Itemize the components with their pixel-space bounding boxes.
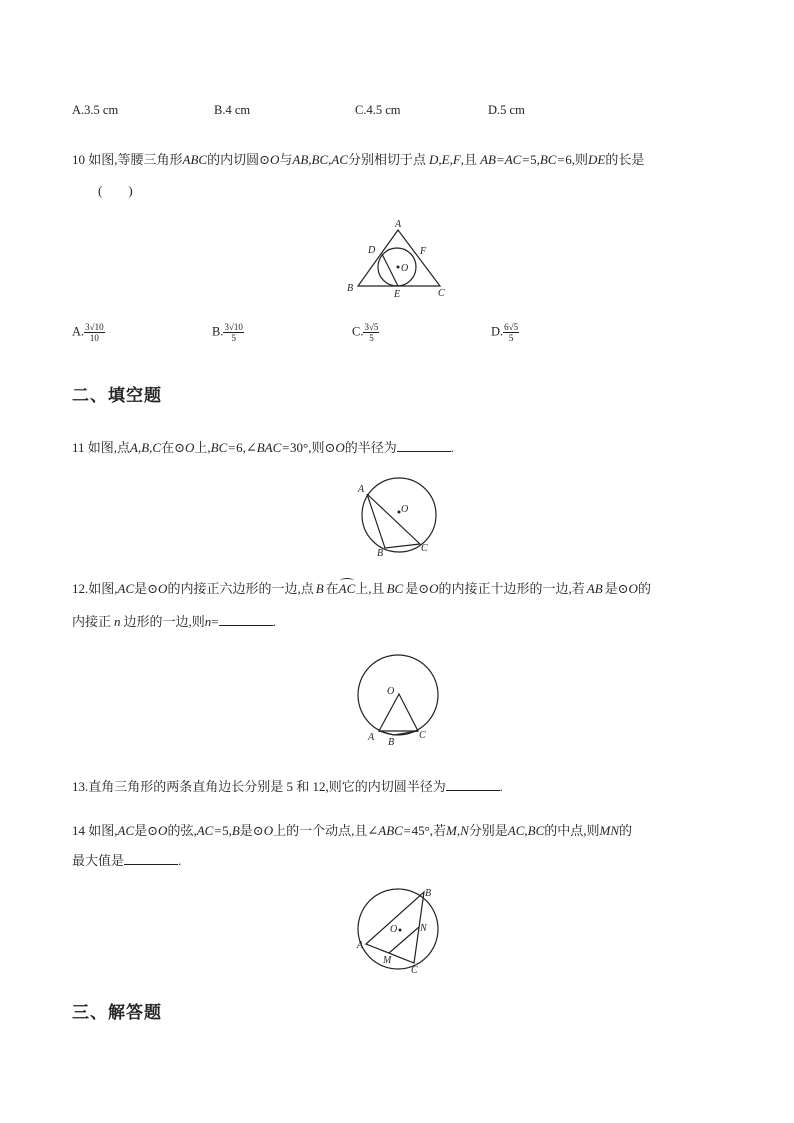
q14-mn: M,N: [446, 823, 469, 838]
q14-label-m: M: [383, 955, 392, 966]
q12-eq: =: [211, 614, 219, 629]
q10-points: D,E,F: [429, 152, 461, 167]
q14-text-4: 是⊙: [239, 823, 264, 838]
q14-text-3: 的弦,: [167, 823, 197, 838]
q11-label-b: B: [377, 548, 384, 559]
q11-points: A,B,C: [130, 440, 162, 455]
q14-stem-line-1: [72, 820, 632, 839]
q10-triangle-shape: [358, 230, 440, 286]
q14-text-8: 的: [619, 823, 633, 838]
q11-figure: [352, 472, 444, 560]
q14-ac-eq: AC=: [196, 823, 223, 838]
q10-label-o: O: [401, 263, 409, 274]
q10-de: DE: [588, 152, 606, 167]
q12-text-11: 边形的一边,则: [123, 614, 205, 629]
q14-number: 14: [72, 823, 85, 838]
q10-option-c-letter: C.: [352, 324, 364, 339]
q11-stem: [72, 437, 454, 456]
q14-val-1: 5,: [222, 823, 232, 838]
q11-triangle-shape: [367, 494, 420, 548]
q10-circle-o: O: [269, 152, 280, 167]
q14-text-6: 分别是: [468, 823, 508, 838]
q10-option-d: [491, 322, 519, 343]
q12-n-2: n: [204, 614, 212, 629]
q14-answer-blank[interactable]: [124, 853, 178, 865]
q11-bc: BC=: [210, 440, 237, 455]
q10-eq-1: AB=AC=: [480, 152, 531, 167]
q11-val-1: 6,: [236, 440, 246, 455]
q12-label-o: O: [387, 686, 395, 697]
q11-circle-o-2: O: [335, 440, 345, 455]
q11-text-4: 的半径为: [344, 440, 397, 455]
q14-text-7: 的中点,则: [544, 823, 600, 838]
q14-text-1: 如图,: [88, 823, 118, 838]
q10-label-c: C: [438, 288, 445, 299]
q13-end: .: [499, 779, 504, 794]
q12-end: .: [272, 614, 276, 629]
q12-circle-o-3: O: [628, 581, 638, 596]
q12-answer-blank[interactable]: [219, 614, 273, 626]
q14-mn-2: MN: [599, 823, 620, 838]
q10-label-f: F: [420, 246, 427, 257]
q11-circle-o: O: [185, 440, 195, 455]
q13-answer-blank[interactable]: [446, 779, 500, 791]
q14-label-o: O: [390, 924, 398, 935]
q11-label-a: A: [358, 484, 365, 495]
q10-text-2: 的内切圆⊙: [207, 152, 270, 167]
q14-circle-o: O: [158, 823, 168, 838]
q13-stem: [72, 776, 503, 795]
q9-option-d: D.5 cm: [488, 103, 525, 117]
q10-answer-paren: ( ): [98, 183, 133, 198]
q14-val-2: 45°,若: [411, 823, 447, 838]
q10-triangle: ABC: [182, 152, 208, 167]
q14-text-2: 是⊙: [134, 823, 159, 838]
q11-val-2: 30°,则⊙: [290, 440, 336, 455]
q12-label-b: B: [388, 737, 395, 748]
q10-option-a-den: 10: [89, 333, 99, 343]
q14-text-5: 上的一个动点,且: [273, 823, 368, 838]
q10-option-d-den: 5: [508, 333, 514, 343]
q14-point-b: B: [231, 823, 240, 838]
q11-angle: ∠BAC=: [245, 440, 291, 455]
q10-option-a-fraction: [84, 322, 104, 343]
q10-number: 10: [72, 152, 85, 167]
q10-option-d-letter: D.: [491, 324, 504, 339]
q12-stem-line-2: [72, 611, 276, 630]
q14-figure: [352, 884, 448, 976]
q10-option-a-letter: A.: [72, 324, 85, 339]
q12-text-7: 的内接正十边形的一边,若: [438, 581, 585, 596]
q10-val-2: 6,则: [565, 152, 589, 167]
q10-option-d-fraction: [503, 322, 519, 343]
q12-ac: AC: [117, 581, 135, 596]
q12-stem-line-1: [72, 578, 651, 597]
q9-option-a: A.3.5 cm: [72, 103, 119, 117]
q9-option-c: C.4.5 cm: [355, 103, 401, 117]
q12-text-8: 是⊙: [604, 581, 629, 596]
q14-text-9: 最大值是: [72, 853, 125, 868]
q12-ab: AB: [586, 581, 603, 596]
q10-eq-2: BC=: [539, 152, 566, 167]
q12-bc: BC: [386, 581, 404, 596]
q12-circle-o-2: O: [429, 581, 439, 596]
q12-triangle-oac: [379, 694, 418, 731]
q12-circle-o: O: [158, 581, 168, 596]
q10-stem: [72, 149, 644, 168]
q10-option-a-num: 3√10: [85, 322, 104, 332]
q10-option-c: [352, 322, 379, 343]
q12-text-9: 的: [637, 581, 651, 596]
q10-option-c-num: 3√5: [364, 322, 379, 332]
q10-option-c-den: 5: [369, 333, 374, 343]
q10-text-4: 分别相切于点: [348, 152, 427, 167]
q14-label-c: C: [411, 965, 418, 976]
q12-label-c: C: [419, 730, 426, 741]
q14-center-dot: [399, 929, 402, 932]
q11-circle: [362, 478, 436, 552]
q10-label-d: D: [368, 245, 376, 256]
q13-text: 13.直角三角形的两条直角边长分别是 5 和 12,则它的内切圆半径为: [72, 779, 446, 794]
q10-val-1: 5,: [530, 152, 540, 167]
q14-ac-bc: AC,BC: [507, 823, 545, 838]
q11-text-1: 如图,点: [87, 440, 131, 455]
q12-text-10: 内接正: [72, 614, 112, 629]
q10-label-b: B: [347, 283, 354, 294]
q12-text-2: 是⊙: [134, 581, 159, 596]
q14-stem-line-2: [72, 850, 181, 869]
q11-number: 11: [72, 440, 85, 455]
q10-text-6: 的长是: [605, 152, 645, 167]
q11-text-3: 上,: [194, 440, 211, 455]
q11-answer-blank[interactable]: [397, 440, 451, 452]
q12-text-5: 上,且: [355, 581, 385, 596]
q12-text-4: 在: [325, 581, 339, 596]
q10-label-e: E: [394, 289, 401, 300]
q10-text-5: ,且: [460, 152, 478, 167]
q11-end: .: [450, 440, 455, 455]
q9-option-b: B.4 cm: [214, 103, 251, 117]
q12-text-1: 12.如图,: [72, 581, 118, 596]
q12-arc-ac: AC: [338, 581, 356, 596]
q12-text-6: 是⊙: [405, 581, 430, 596]
q10-text-3: 与: [279, 152, 293, 167]
q10-sides: AB,BC,AC: [292, 152, 348, 167]
q11-label-o: O: [401, 504, 409, 515]
q10-option-b: [212, 322, 244, 343]
q12-figure: [350, 650, 446, 748]
q14-ac: AC: [117, 823, 135, 838]
q10-option-b-letter: B.: [212, 324, 224, 339]
q10-option-d-num: 6√5: [504, 322, 519, 332]
q10-option-b-den: 5: [231, 333, 236, 343]
q14-label-b: B: [425, 888, 432, 899]
q14-label-n: N: [420, 923, 427, 934]
q11-text-2: 在⊙: [161, 440, 186, 455]
q14-angle: ∠ABC=: [367, 823, 412, 838]
q10-text-1: 如图,等腰三角形: [88, 152, 183, 167]
q12-n: n: [114, 614, 121, 629]
q14-circle-o-2: O: [263, 823, 274, 838]
q12-text-3: 的内接正六边形的一边,点: [167, 581, 314, 596]
q14-label-a: A: [357, 940, 364, 951]
section-2-title: 二、填空题: [72, 386, 162, 405]
q10-center-dot: [397, 266, 400, 269]
q10-option-b-fraction: [223, 322, 243, 343]
q10-option-b-num: 3√10: [224, 322, 243, 332]
q10-option-c-fraction: [363, 322, 379, 343]
q12-point-b: B: [315, 581, 324, 596]
q12-label-a: A: [368, 732, 375, 743]
q10-label-a: A: [395, 219, 402, 230]
q10-option-a: [72, 322, 105, 343]
q14-end: .: [178, 853, 182, 868]
q10-figure: [340, 214, 460, 304]
q11-label-c: C: [421, 543, 428, 554]
section-3-title: 三、解答题: [72, 1003, 162, 1022]
